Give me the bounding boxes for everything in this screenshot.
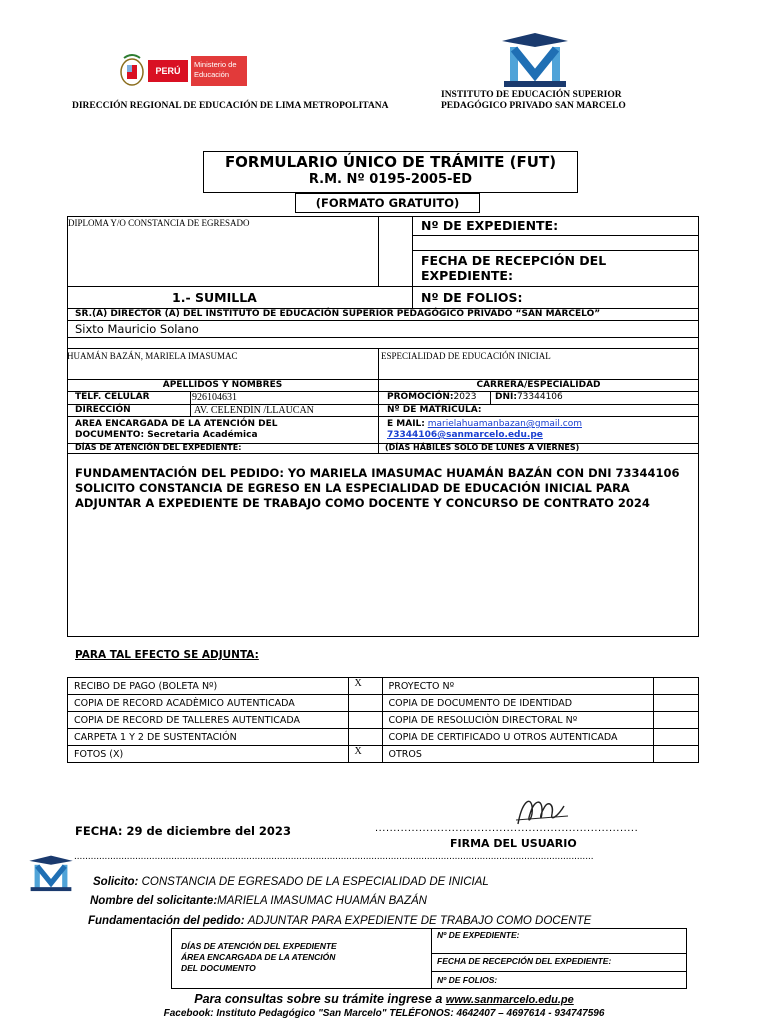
stub-solicito xyxy=(93,876,489,888)
institute-line1: INSTITUTO DE EDUCACIÓN SUPERIOR xyxy=(441,90,622,100)
graduation-logo-icon xyxy=(500,33,570,89)
stub-fundamentacion xyxy=(88,915,591,927)
signature-dots: ........................................................................ xyxy=(375,822,639,834)
attachment-right-label: COPIA DE CERTIFICADO U OTROS AUTENTICADA xyxy=(382,729,654,746)
stub-solicito-label: Solicito: xyxy=(93,876,139,888)
area-label-line1: AREA ENCARGADA DE LA ATENCIÓN DEL xyxy=(75,419,278,429)
form-title: FORMULARIO ÚNICO DE TRÁMITE (FUT) xyxy=(224,153,557,171)
stub-fund-value: ADJUNTAR PARA EXPEDIENTE DE TRABAJO COMO DOCENTE xyxy=(247,915,592,927)
stub-area-label2: DEL DOCUMENTO xyxy=(181,963,256,973)
attachment-left-check[interactable]: X xyxy=(348,678,382,695)
address-value[interactable]: AV. CELENDÍN /LLAUCAN xyxy=(194,405,314,416)
attachment-right-check[interactable] xyxy=(654,746,699,763)
peru-ministry-logo xyxy=(114,50,254,90)
stub-nombre-label: Nombre del solicitante: xyxy=(90,895,218,907)
formato-gratuito: (FORMATO GRATUITO) xyxy=(315,196,460,210)
fecha-field: FECHA: 29 de diciembre del 2023 xyxy=(75,824,291,838)
footer-consultas-text: Para consultas sobre su trámite ingrese a xyxy=(194,992,443,1006)
dias-label: DÍAS DE ATENCIÓN DEL EXPEDIENTE: xyxy=(75,443,242,452)
expediente-label: Nº DE EXPEDIENTE: xyxy=(421,218,559,233)
attachment-right-check[interactable] xyxy=(654,678,699,695)
firma-label: FIRMA DEL USUARIO xyxy=(450,837,577,850)
adjunta-heading: PARA TAL EFECTO SE ADJUNTA: xyxy=(75,649,259,661)
footer-website-link[interactable]: www.sanmarcelo.edu.pe xyxy=(445,994,574,1006)
folios-label: Nº DE FOLIOS: xyxy=(421,290,523,305)
dias-value: (DÍAS HÁBILES SOLO DE LUNES A VIERNES) xyxy=(385,443,580,452)
attachment-left-check[interactable] xyxy=(348,695,382,712)
email-field[interactable] xyxy=(387,419,582,429)
attachments-table xyxy=(67,677,699,763)
attachment-left-label: FOTOS (X) xyxy=(68,746,349,763)
phone-label: TELF. CELULAR xyxy=(75,392,150,402)
attachment-left-label: CARPETA 1 Y 2 DE SUSTENTACIÓN xyxy=(68,729,349,746)
attachment-left-label: COPIA DE RECORD ACADÈMICO AUTENTICADA xyxy=(68,695,349,712)
attachment-right-check[interactable] xyxy=(654,729,699,746)
matricula-label: Nº DE MATRICULA: xyxy=(387,405,482,415)
attachment-left-label: RECIBO DE PAGO (BOLETA Nº) xyxy=(68,678,349,695)
address-label: DIRECCIÓN xyxy=(75,405,131,415)
table-row xyxy=(68,712,699,729)
email-link-personal[interactable]: marielahuamanbazan@gmail.com xyxy=(427,419,582,429)
sumilla-label: 1.- SUMILLA xyxy=(172,290,257,305)
stub-solicito-value: CONSTANCIA DE EGRESADO DE LA ESPECIALIDAD DE INICIAL xyxy=(141,876,489,888)
stub-nombre-value: MARIELA IMASUMAC HUAMÁN BAZÁN xyxy=(217,895,427,907)
email-label: E MAIL: xyxy=(387,419,425,429)
director-line: SR.(A) DIRECTOR (A) DEL INSTITUTO DE EDUCACIÓN SUPERIOR PEDAGÓGICO PRIVADO “SAN MARCELO” xyxy=(75,309,601,319)
table-row xyxy=(68,678,699,695)
attachment-left-check[interactable]: X xyxy=(348,746,382,763)
area-label-line2: DOCUMENTO: Secretaria Académica xyxy=(75,430,258,440)
career-header: CARRERA/ESPECIALIDAD xyxy=(476,380,601,390)
attachment-right-label: OTROS xyxy=(382,746,654,763)
dni-label: DNI: xyxy=(495,392,517,402)
fecha-recepcion-label: FECHA DE RECEPCIÓN DEL EXPEDIENTE: xyxy=(421,253,607,283)
stub-fund-label: Fundamentación del pedido: xyxy=(88,915,245,927)
attachment-left-check[interactable] xyxy=(348,729,382,746)
attachment-right-label: PROYECTO Nº xyxy=(382,678,654,695)
stub-area-label1: ÁREA ENCARGADA DE LA ATENCIÓN xyxy=(181,952,336,962)
stub-nombre xyxy=(90,895,427,907)
fundamentacion-text[interactable]: FUNDAMENTACIÓN DEL PEDIDO: YO MARIELA IMASUMAC HUAMÁN BAZÁN CON DNI 73344106 SOLICITO CONSTANCIA DE EGRESO EN LA ESPECIALIDAD DE EDUCACIÓN INICIAL PARA ADJUNTAR A EXPEDIENTE DE TRABAJO COMO DOCENTE Y CONCURSO DE CONTRATO 2024 xyxy=(75,466,680,510)
dni-value: 73344106 xyxy=(516,392,563,402)
stub-fecha-label: FECHA DE RECEPCIÓN DEL EXPEDIENTE: xyxy=(437,956,612,966)
dni-field[interactable] xyxy=(495,392,563,402)
cut-line: ........................................................................................................................................................................................... xyxy=(74,851,594,862)
attachment-right-check[interactable] xyxy=(654,712,699,729)
peru-shield-icon xyxy=(118,52,146,88)
peru-label: PERÚ xyxy=(148,60,188,82)
attachment-right-label: COPIA DE DOCUMENTO DE IDENTIDAD xyxy=(382,695,654,712)
stub-expediente-label: Nº DE EXPEDIENTE: xyxy=(437,930,520,940)
promo-value: 2023 xyxy=(453,392,477,402)
graduation-logo-icon xyxy=(28,852,74,896)
footer-consultas xyxy=(0,992,768,1006)
stub-dias-label: DÍAS DE ATENCIÓN DEL EXPEDIENTE xyxy=(181,941,337,951)
promo-field[interactable] xyxy=(387,392,476,402)
institute-logo xyxy=(500,33,570,89)
email-link-institutional[interactable]: 73344106@sanmarcelo.edu.pe xyxy=(387,430,543,440)
ministry-label: Ministerio de Educación xyxy=(191,56,247,86)
attachment-right-check[interactable] xyxy=(654,695,699,712)
table-row xyxy=(68,746,699,763)
form-rm: R.M. Nº 0195-2005-ED xyxy=(308,172,473,187)
attachment-left-check[interactable] xyxy=(348,712,382,729)
institute-line2: PEDAGÓGICO PRIVADO SAN MARCELO xyxy=(441,101,626,111)
attachment-right-label: COPIA DE RESOLUCIÒN DIRECTORAL Nº xyxy=(382,712,654,729)
director-name[interactable]: Sixto Mauricio Solano xyxy=(75,322,199,336)
dre-name: DIRECCIÓN REGIONAL DE EDUCACIÓN DE LIMA METROPOLITANA xyxy=(72,101,389,111)
diploma-field[interactable]: DIPLOMA Y/O CONSTANCIA DE EGRESADO xyxy=(68,218,250,228)
table-row xyxy=(68,695,699,712)
stub-folios-label: Nº DE FOLIOS: xyxy=(437,975,498,985)
names-header: APELLIDOS Y NOMBRES xyxy=(162,380,283,390)
applicant-name[interactable]: HUAMÁN BAZÁN, MARIELA IMASUMAC xyxy=(67,351,238,361)
phone-value[interactable]: 926104631 xyxy=(192,392,237,403)
attachment-left-label: COPIA DE RECORD DE TALLERES AUTENTICADA xyxy=(68,712,349,729)
footer-contact: Facebook: Instituto Pedagógico "San Marcelo" TELÉFONOS: 4642407 – 4697614 - 934747596 xyxy=(163,1008,605,1019)
specialty-field[interactable]: ESPECIALIDAD DE EDUCACIÓN INICIAL xyxy=(381,351,551,361)
promo-label: PROMOCIÓN: xyxy=(387,392,454,402)
table-row xyxy=(68,729,699,746)
stub-logo xyxy=(28,852,74,896)
